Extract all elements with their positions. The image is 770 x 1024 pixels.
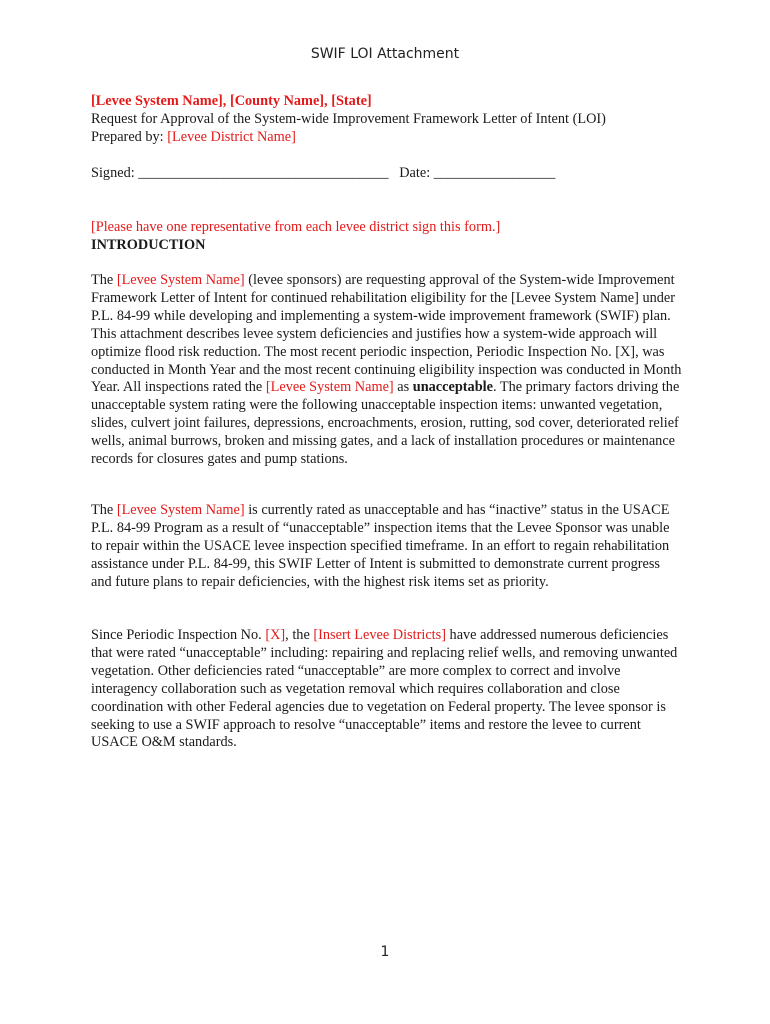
p3-text-mid: , the: [285, 627, 314, 643]
signing-note: [Please have one representative from each levee district sign this form.]: [91, 219, 501, 235]
introduction-heading: INTRODUCTION: [91, 236, 206, 253]
p1-text-mid-2: as: [393, 379, 413, 396]
p2-text-end: is currently rated as unacceptable and has “inactive” status in the USACE P.L. 84-99 Program as a result of “unacceptable” inspection items that the Levee Sponsor was unable to repair within the USACE levee inspection specified timeframe. In an effort to regain rehabilitation assistance under P.L. 84-99, this SWIF Letter of Intent is submitted to demonstrate current progress and future plans to repair deficiencies, with the highest risk items set as priority.: [91, 502, 670, 590]
prepared-by-label: Prepared by:: [91, 128, 168, 145]
p1-text-end: . The primary factors driving the unacceptable system rating were the following unacceptable inspection items: unwanted vegetation, slides, culvert joint failures, depressions, encroachments, erosion, rutting, sod cover, deteriorated relief wells, animal burrows, broken and missing gates, and a lack of installation procedures or maintenance records for closures gates and pump stations.: [91, 379, 680, 468]
document-heading: [Levee System Name], [County Name], [State]: [91, 93, 372, 109]
date-blank: _________________: [433, 165, 556, 181]
signed-blank: ___________________________________: [138, 165, 389, 181]
p1-text-mid: (levee sponsors) are requesting approval of the System-wide Improvement Framework Letter of Intent for continued rehabilitation eligibility for the [Levee System Name] under P.L. 84-99 while developing and implementing a system-wide improvement framework (SWIF) plan. This attachment describes levee system deficiencies and justifies how a system-wide approach will optimize flood risk reduction. The most recent periodic inspection, Periodic Inspection No. [X], was conducted in Month Year and the most recent continuing eligibility inspection was conducted in Month Year. All inspections rated the: [91, 272, 682, 396]
p3-text-start: Since Periodic Inspection No.: [91, 627, 266, 643]
prepared-by-line: [91, 129, 683, 147]
request-line: Request for Approval of the System-wide Improvement Framework Letter of Intent (LOI): [91, 110, 606, 127]
p3-placeholder-x: [X]: [265, 627, 286, 643]
instruction-block: [91, 219, 683, 255]
date-label: Date:: [399, 165, 434, 181]
prepared-by-value: [Levee District Name]: [167, 128, 296, 145]
page-header: SWIF LOI Attachment: [310, 46, 460, 62]
title-block: [91, 93, 683, 147]
p3-text-end: have addressed numerous deficiencies that were rated “unacceptable” including: repairing and replacing relief wells, and removing unwanted vegetation. Other deficiencies rated “unacceptable” are more complex to correct and involve interagency collaboration such as vegetation removal which requires collaboration and close coordination with other Federal agencies due to vegetation on Federal property. The levee sponsor is seeking to use a SWIF approach to resolve “unacceptable” items and restore the levee to current USACE O&M standards.: [91, 627, 678, 751]
p2-placeholder-system-name: [Levee System Name]: [116, 502, 245, 518]
signed-label: Signed:: [91, 165, 139, 181]
p1-text-start: The: [91, 272, 117, 288]
page-number: 1: [380, 944, 390, 960]
signature-line: [91, 165, 683, 183]
p1-placeholder-system-name: [Levee System Name]: [116, 272, 245, 288]
p2-text-start: The: [91, 502, 117, 518]
paragraph-2: [91, 502, 683, 592]
paragraph-1: [91, 272, 683, 469]
p3-placeholder-levee-districts: [Insert Levee Districts]: [313, 627, 446, 643]
p1-bold-unacceptable: unacceptable: [412, 379, 493, 396]
paragraph-3: [91, 627, 683, 752]
p1-placeholder-system-name-2: [Levee System Name]: [265, 379, 394, 396]
